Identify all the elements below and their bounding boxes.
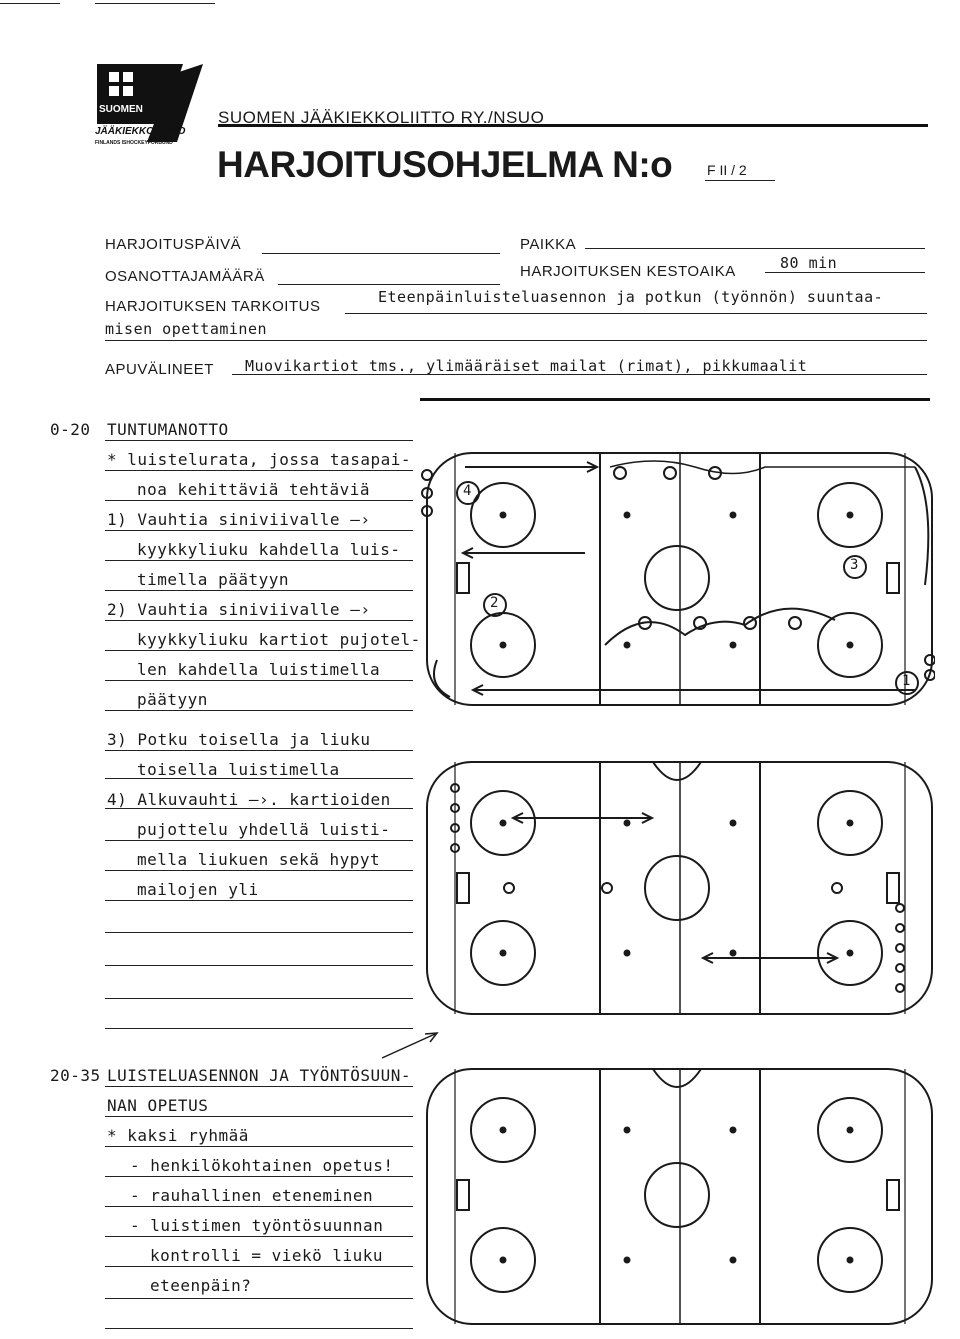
logo — [95, 62, 213, 154]
section1-time: 0-20 — [50, 420, 91, 439]
place-label: PAIKKA — [520, 236, 577, 253]
purpose-field-2 — [105, 340, 927, 341]
row-line — [105, 965, 413, 966]
section1-line: len kahdella luistimella — [137, 660, 381, 679]
place-field — [585, 248, 925, 249]
section2-time: 20-35 — [50, 1066, 101, 1085]
station-4-label: 4 — [463, 483, 472, 499]
row-line — [105, 870, 413, 871]
program-number-underline — [705, 180, 775, 181]
header-rule — [218, 124, 928, 127]
row-line — [105, 1086, 413, 1087]
row-line — [105, 1146, 413, 1147]
section2-heading-2: NAN OPETUS — [107, 1096, 209, 1115]
program-number: F II / 2 — [707, 162, 747, 178]
row-line — [105, 590, 413, 591]
date-label: HARJOITUSPÄIVÄ — [105, 236, 242, 253]
purpose-value-line-1: Eteenpäinluisteluasennon ja potkun (työnnön) suuntaa- — [378, 288, 884, 306]
row-line — [105, 750, 413, 751]
date-field — [262, 253, 500, 254]
equipment-value: Muovikartiot tms., ylimääräiset mailat (rimat), pikkumaalit — [245, 357, 808, 375]
station-2-label: 2 — [490, 595, 499, 611]
section-divider — [420, 398, 930, 401]
row-line — [105, 998, 413, 999]
section2-line: - henkilökohtainen opetus! — [130, 1156, 394, 1175]
row-line — [105, 1298, 413, 1299]
section1-line: pujottelu yhdellä luisti- — [137, 820, 391, 839]
section2-heading-1: LUISTELUASENNON JA TYÖNTÖSUUN- — [107, 1066, 411, 1085]
scan-mark — [95, 3, 215, 4]
purpose-value-line-2: misen opettaminen — [105, 320, 268, 338]
section1-line: toisella luistimella — [137, 760, 340, 779]
logo-text-2: JÄÄKIEKKOLIITTO — [95, 126, 186, 137]
purpose-field — [345, 313, 927, 314]
row-line — [105, 500, 413, 501]
section1-line: noa kehittäviä tehtäviä — [137, 480, 371, 499]
row-line — [105, 1328, 413, 1329]
row-line — [105, 680, 413, 681]
purpose-label: HARJOITUKSEN TARKOITUS — [105, 298, 321, 315]
section1-line: 2) Vauhtia siniviivalle —› — [107, 600, 371, 619]
rink-diagram-3 — [415, 1065, 935, 1330]
scan-mark — [0, 3, 60, 4]
section1-line: mailojen yli — [137, 880, 259, 899]
participants-label: OSANOTTAJAMÄÄRÄ — [105, 268, 265, 285]
row-line — [105, 1236, 413, 1237]
row-line — [105, 710, 413, 711]
duration-field — [765, 272, 925, 273]
station-3-label: 3 — [850, 557, 859, 573]
arrow-mark — [380, 1030, 440, 1060]
section1-line: mella liukuen sekä hypyt — [137, 850, 381, 869]
row-line — [105, 560, 413, 561]
page-title: HARJOITUSOHJELMA N:o — [217, 144, 673, 185]
duration-label: HARJOITUKSEN KESTOAIKA — [520, 263, 736, 280]
section2-line: eteenpäin? — [150, 1276, 252, 1295]
equipment-label: APUVÄLINEET — [105, 361, 214, 378]
section2-line: kontrolli = viekö liuku — [150, 1246, 384, 1265]
row-line — [105, 808, 413, 809]
row-line — [105, 1116, 413, 1117]
row-line — [105, 470, 413, 471]
section1-line: päätyyn — [137, 690, 208, 709]
section1-heading: TUNTUMANOTTO — [107, 420, 229, 439]
row-line — [105, 1206, 413, 1207]
row-line — [105, 778, 413, 779]
logo-text-3: FINLANDS ISHOCKEYFÖRBUND — [95, 140, 173, 146]
row-line — [105, 1028, 413, 1029]
section1-line: 1) Vauhtia siniviivalle —› — [107, 510, 371, 529]
station-1-label: 1 — [902, 673, 911, 689]
equipment-field — [232, 374, 927, 375]
row-line — [105, 1176, 413, 1177]
section1-line: kyykkyliuku kartiot pujotel- — [137, 630, 421, 649]
logo-text-1: SUOMEN — [99, 104, 143, 115]
rink-diagram-1 — [415, 445, 935, 710]
org-name: SUOMEN JÄÄKIEKKOLIITTO RY./NSUO — [218, 108, 545, 127]
section2-line: * kaksi ryhmää — [107, 1126, 249, 1145]
section1-line: * luistelurata, jossa tasapai- — [107, 450, 411, 469]
section2-line: - rauhallinen eteneminen — [130, 1186, 374, 1205]
row-line — [105, 620, 413, 621]
section1-line: 3) Potku toisella ja liuku — [107, 730, 371, 749]
row-line — [105, 840, 413, 841]
row-line — [105, 1266, 413, 1267]
rink-diagram-2 — [415, 758, 935, 1018]
participants-field — [278, 284, 500, 285]
section1-line: 4) Alkuvauhti —›. kartioiden — [107, 790, 391, 809]
row-line — [105, 900, 413, 901]
row-line — [105, 440, 413, 441]
row-line — [105, 650, 413, 651]
section2-line: - luistimen työntösuunnan — [130, 1216, 384, 1235]
row-line — [105, 530, 413, 531]
row-line — [105, 932, 413, 933]
section1-line: timella päätyyn — [137, 570, 289, 589]
duration-value: 80 min — [780, 254, 838, 272]
section1-line: kyykkyliuku kahdella luis- — [137, 540, 401, 559]
